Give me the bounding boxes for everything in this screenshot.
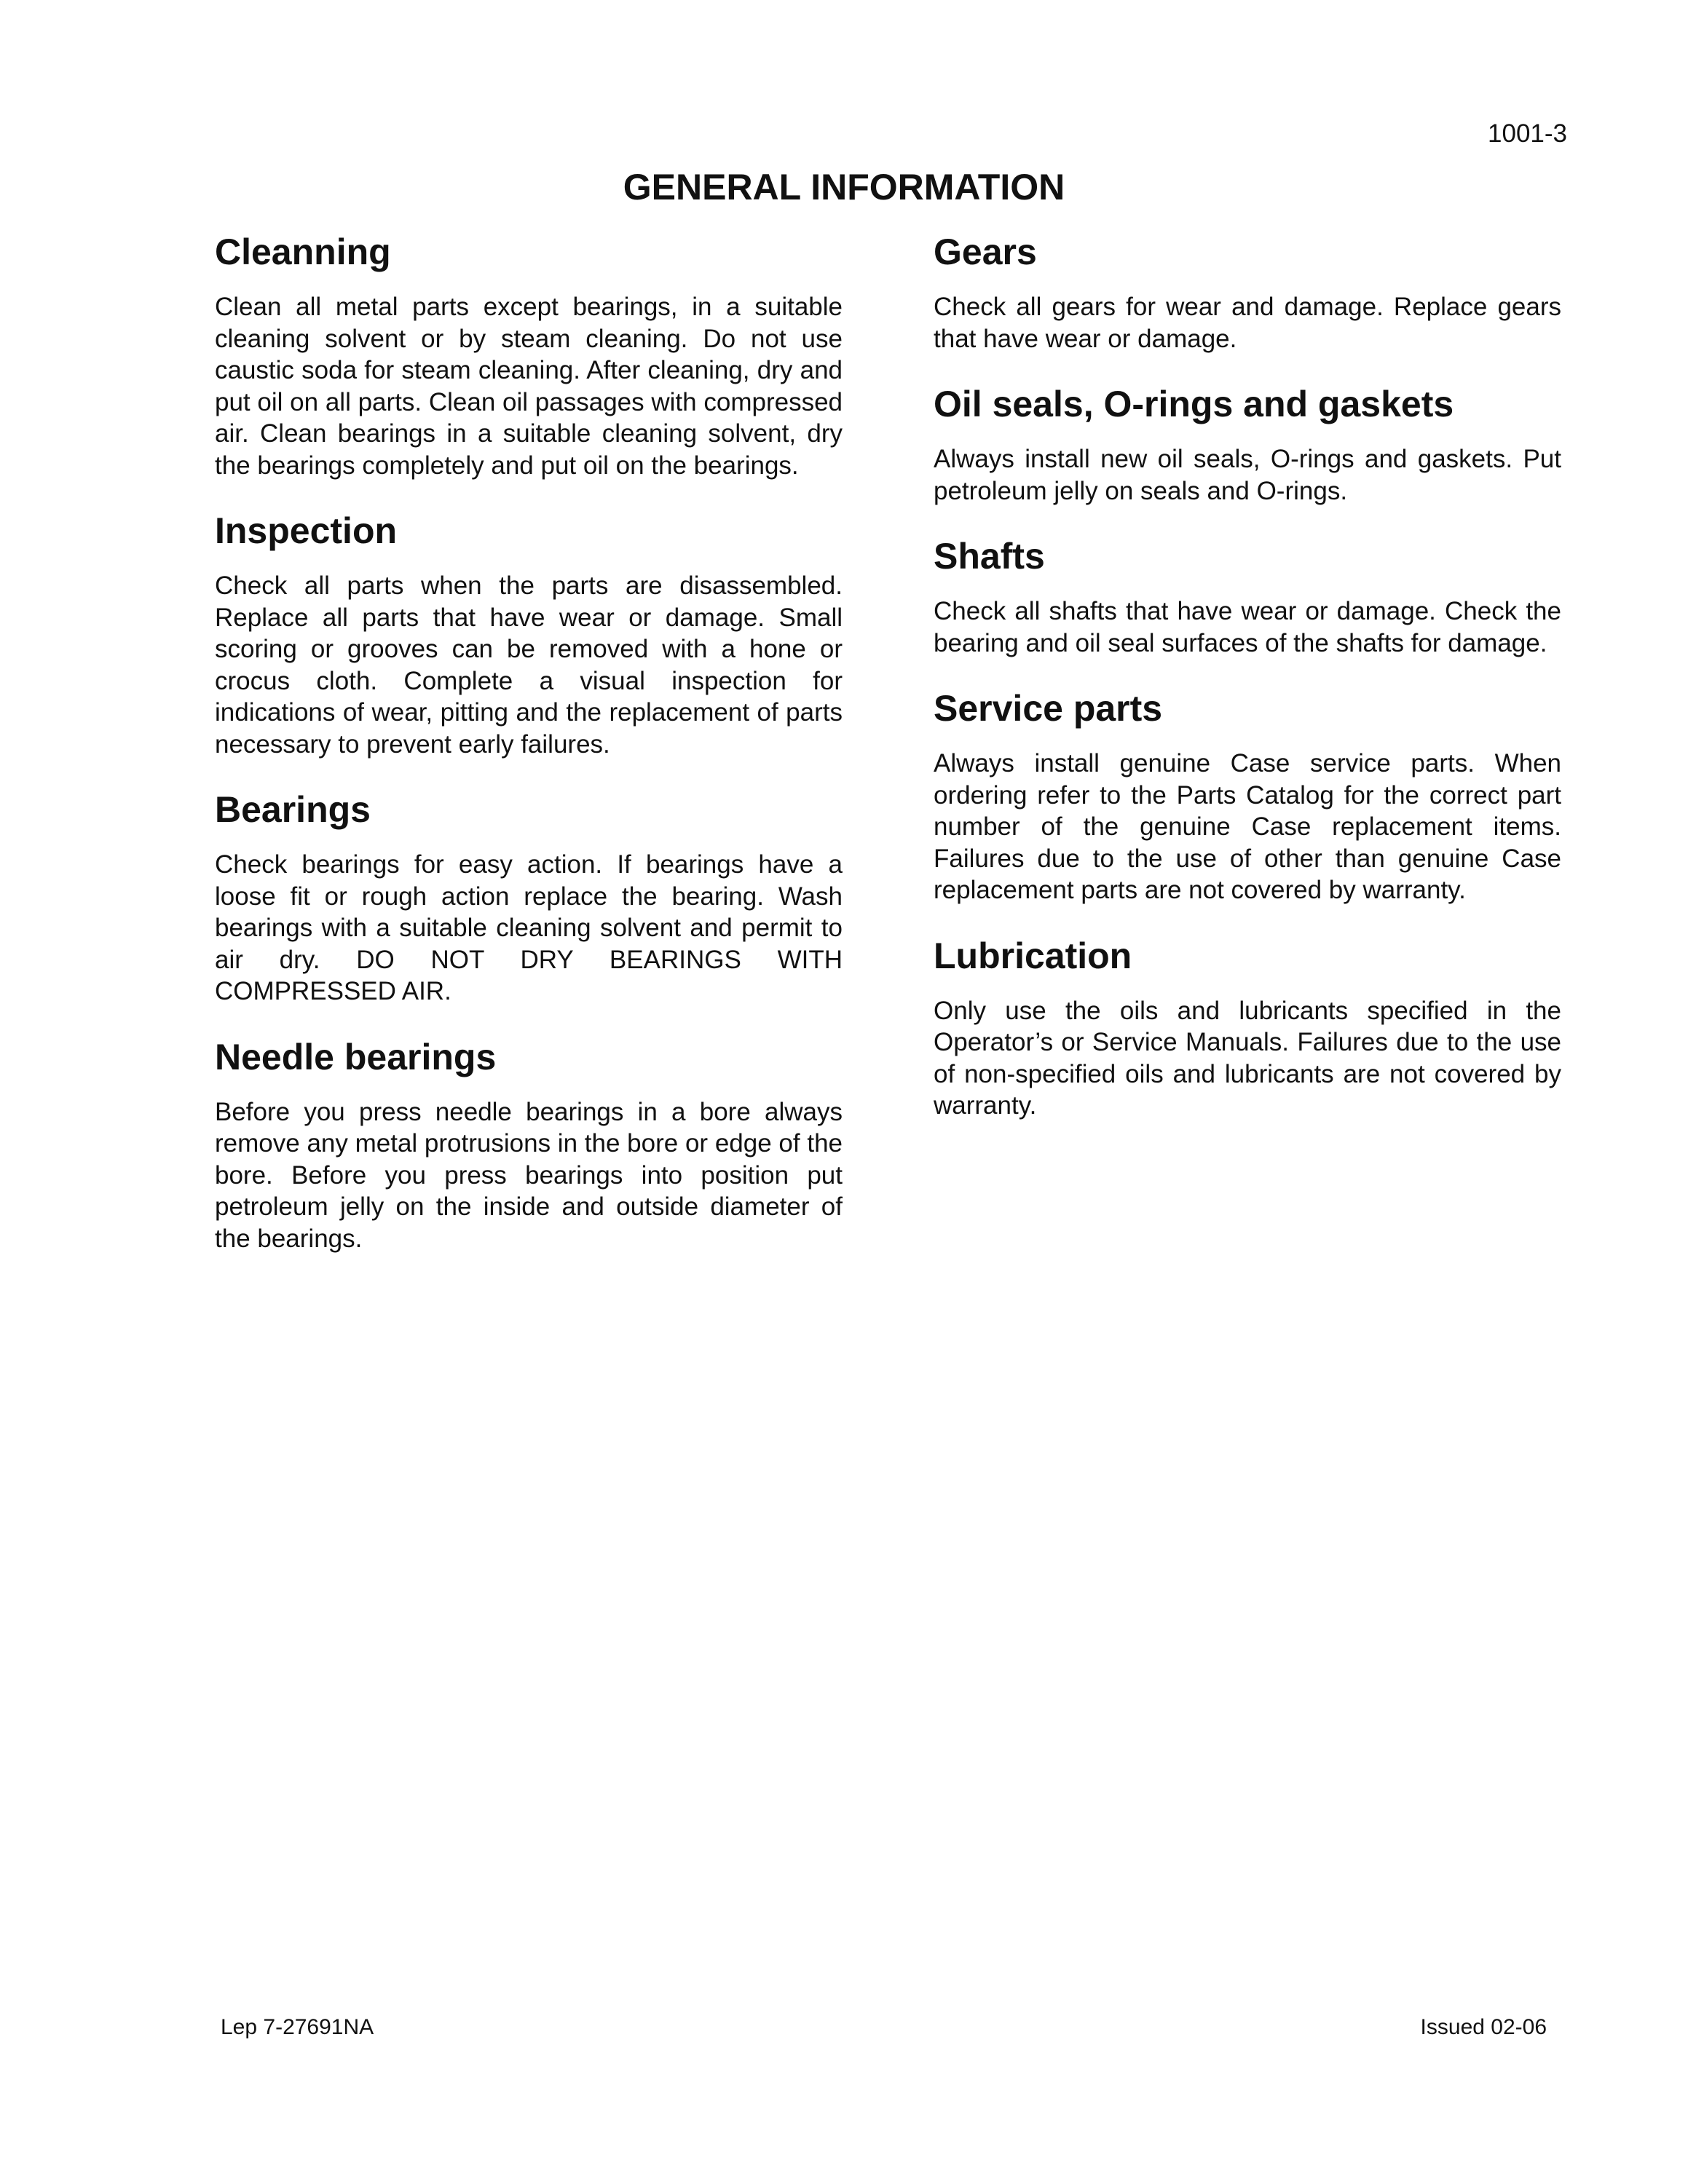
section-body: Check bearings for easy action. If bearings have a loose fit or rough action replace the bearing. Wash bearings with a suitable cleaning solvent and permit to air dry. DO NOT DRY BEARINGS WITH COMPRESSED AIR. <box>215 850 843 1005</box>
section-heading: Service parts <box>934 688 1163 729</box>
section-body: Before you press needle bearings in a bore always remove any metal protrusions in the bore or edge of the bore. Before you press bearings into position put petroleum jelly on the inside and outside diameter of the bearings. <box>215 1097 843 1253</box>
section-gears <box>934 232 1561 355</box>
section-body: Always install new oil seals, O-rings and gaskets. Put petroleum jelly on seals and O-rings. <box>934 445 1561 505</box>
section-inspection <box>215 510 843 760</box>
section-body: Only use the oils and lubricants specified in the Operator’s or Service Manuals. Failures due to the use of non-specified oils and lubricants are not covered by warranty. <box>934 996 1561 1120</box>
footer-document-code: Lep 7-27691NA <box>221 2015 374 2039</box>
section-service-parts <box>934 688 1561 906</box>
section-heading: Inspection <box>215 510 398 551</box>
section-needle-bearings <box>215 1037 843 1255</box>
left-column <box>215 232 843 1283</box>
section-shafts <box>934 536 1561 659</box>
section-heading: Oil seals, O-rings and gaskets <box>934 384 1454 424</box>
section-heading: Lubrication <box>934 935 1132 976</box>
section-cleaning <box>215 232 843 481</box>
section-body: Check all shafts that have wear or damage. Check the bearing and oil seal surfaces of the shafts for damage. <box>934 597 1561 657</box>
section-heading: Shafts <box>934 536 1045 577</box>
section-body: Check all parts when the parts are disassembled. Replace all parts that have wear or damage. Small scoring or grooves can be removed with a hone or crocus cloth. Complete a visual inspection for indications of wear, pitting and the replacement of parts necessary to prevent early failures. <box>215 571 843 759</box>
section-oil-seals <box>934 384 1561 507</box>
section-bearings <box>215 789 843 1008</box>
section-heading: Gears <box>934 232 1037 272</box>
page-number: 1001-3 <box>1488 119 1567 148</box>
section-body: Always install genuine Case service parts. When ordering refer to the Parts Catalog for the correct part number of the genuine Case replacement items. Failures due to the use of other than genuine Case replacement parts are not covered by warranty. <box>934 749 1561 904</box>
section-heading: Cleanning <box>215 232 391 272</box>
page-title: GENERAL INFORMATION <box>623 167 1065 207</box>
footer-issue-date: Issued 02-06 <box>1420 2015 1547 2039</box>
section-lubrication <box>934 935 1561 1122</box>
section-body: Clean all metal parts except bearings, in a suitable cleaning solvent or by steam cleaning. Do not use caustic soda for steam cleaning. After cleaning, dry and put oil on all parts. Clean oil passages with compressed air. Clean bearings in a suitable cleaning solvent, dry the bearings completely and put oil on the bearings. <box>215 293 843 480</box>
right-column <box>934 232 1561 1151</box>
section-body: Check all gears for wear and damage. Replace gears that have wear or damage. <box>934 293 1561 353</box>
section-heading: Needle bearings <box>215 1036 497 1077</box>
section-heading: Bearings <box>215 789 371 830</box>
